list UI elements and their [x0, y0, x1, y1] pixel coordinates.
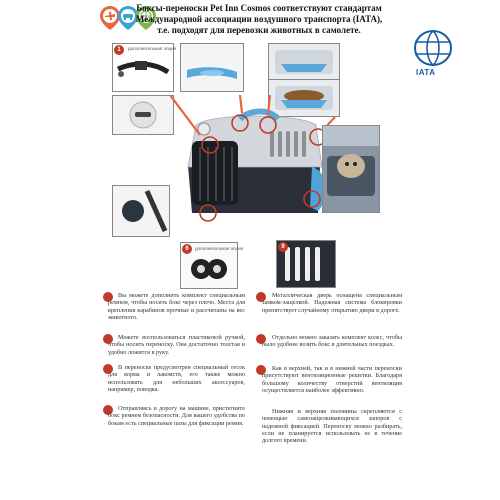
optional-label-2: дополнительная опция [195, 246, 244, 251]
seatbelt-slot-photo [112, 185, 170, 237]
compartment-photo [268, 43, 340, 81]
paragraph-right-4: Нижняя и верхняя половины скрепляются с помощью самозащелкивающихся запоров с надежной фиксацией. Переноску можно разбирать, если не планируется использовать ее в течение долгого времени. [262, 408, 402, 445]
page-title [120, 3, 398, 36]
paragraph-right-2: Отдельно можно заказать комплект колес, чтобы было удобнее возить бокс в длительных поездках. [262, 334, 402, 349]
carrier-main-photo [170, 95, 340, 225]
iata-logo-text: IATA [416, 68, 436, 77]
dog-in-car-photo [322, 125, 380, 213]
badge-6: 6 [182, 244, 192, 254]
handle-photo [180, 43, 244, 92]
optional-label: дополнительная опция [128, 46, 177, 51]
paragraph-left-4: Отправляясь в дорогу на машине, пристегните бокс ремнем безопасности. Для вашего удобства по бокам есть специальные пазы для фиксации ремня. [108, 405, 245, 427]
iata-globe-logo [411, 28, 455, 68]
vent-latch-photo [112, 95, 174, 135]
airplane-icon [100, 6, 120, 30]
title-line-3: т.е. подходят для перевозки животных в самолете. [157, 25, 361, 35]
paragraph-left-1: Вы можете дополнить комплект специальным ремнем, чтобы носить бокс через плечо. Места для крепления карабинов прочные и рассчитаны на вес животного. [108, 292, 245, 321]
paragraph-right-3: Как в верхней, так и в нижней части переноски присутствуют вентиляционные решетки. Благодаря большому количеству отверстий вентиляция осуществляется наиболее эффективно. [262, 365, 402, 394]
paragraph-left-2: Можете воспользоваться пластиковой ручкой, чтобы носить переноску. Она достаточно толстая и удобно ложится в руку. [108, 334, 245, 356]
title-line-1: Боксы-переноски Pet Inn Cosmos соответствуют стандартам [136, 3, 382, 13]
badge-9: 9 [278, 242, 288, 252]
paragraph-left-3: В переноске предусмотрен специальный отсек для корма и лакомств, его также можно использовать для небольших аксессуаров, например, поводка. [108, 364, 245, 393]
badge-1: 1 [114, 45, 124, 55]
paragraph-right-1: Металлическая дверь оснащена специальным замком-защелкой. Надежная система блокировки препятствует случайному открытию двери в дороге. [262, 292, 402, 314]
title-line-2: Международной ассоциации воздушного транспорта (IATA), [135, 14, 383, 24]
